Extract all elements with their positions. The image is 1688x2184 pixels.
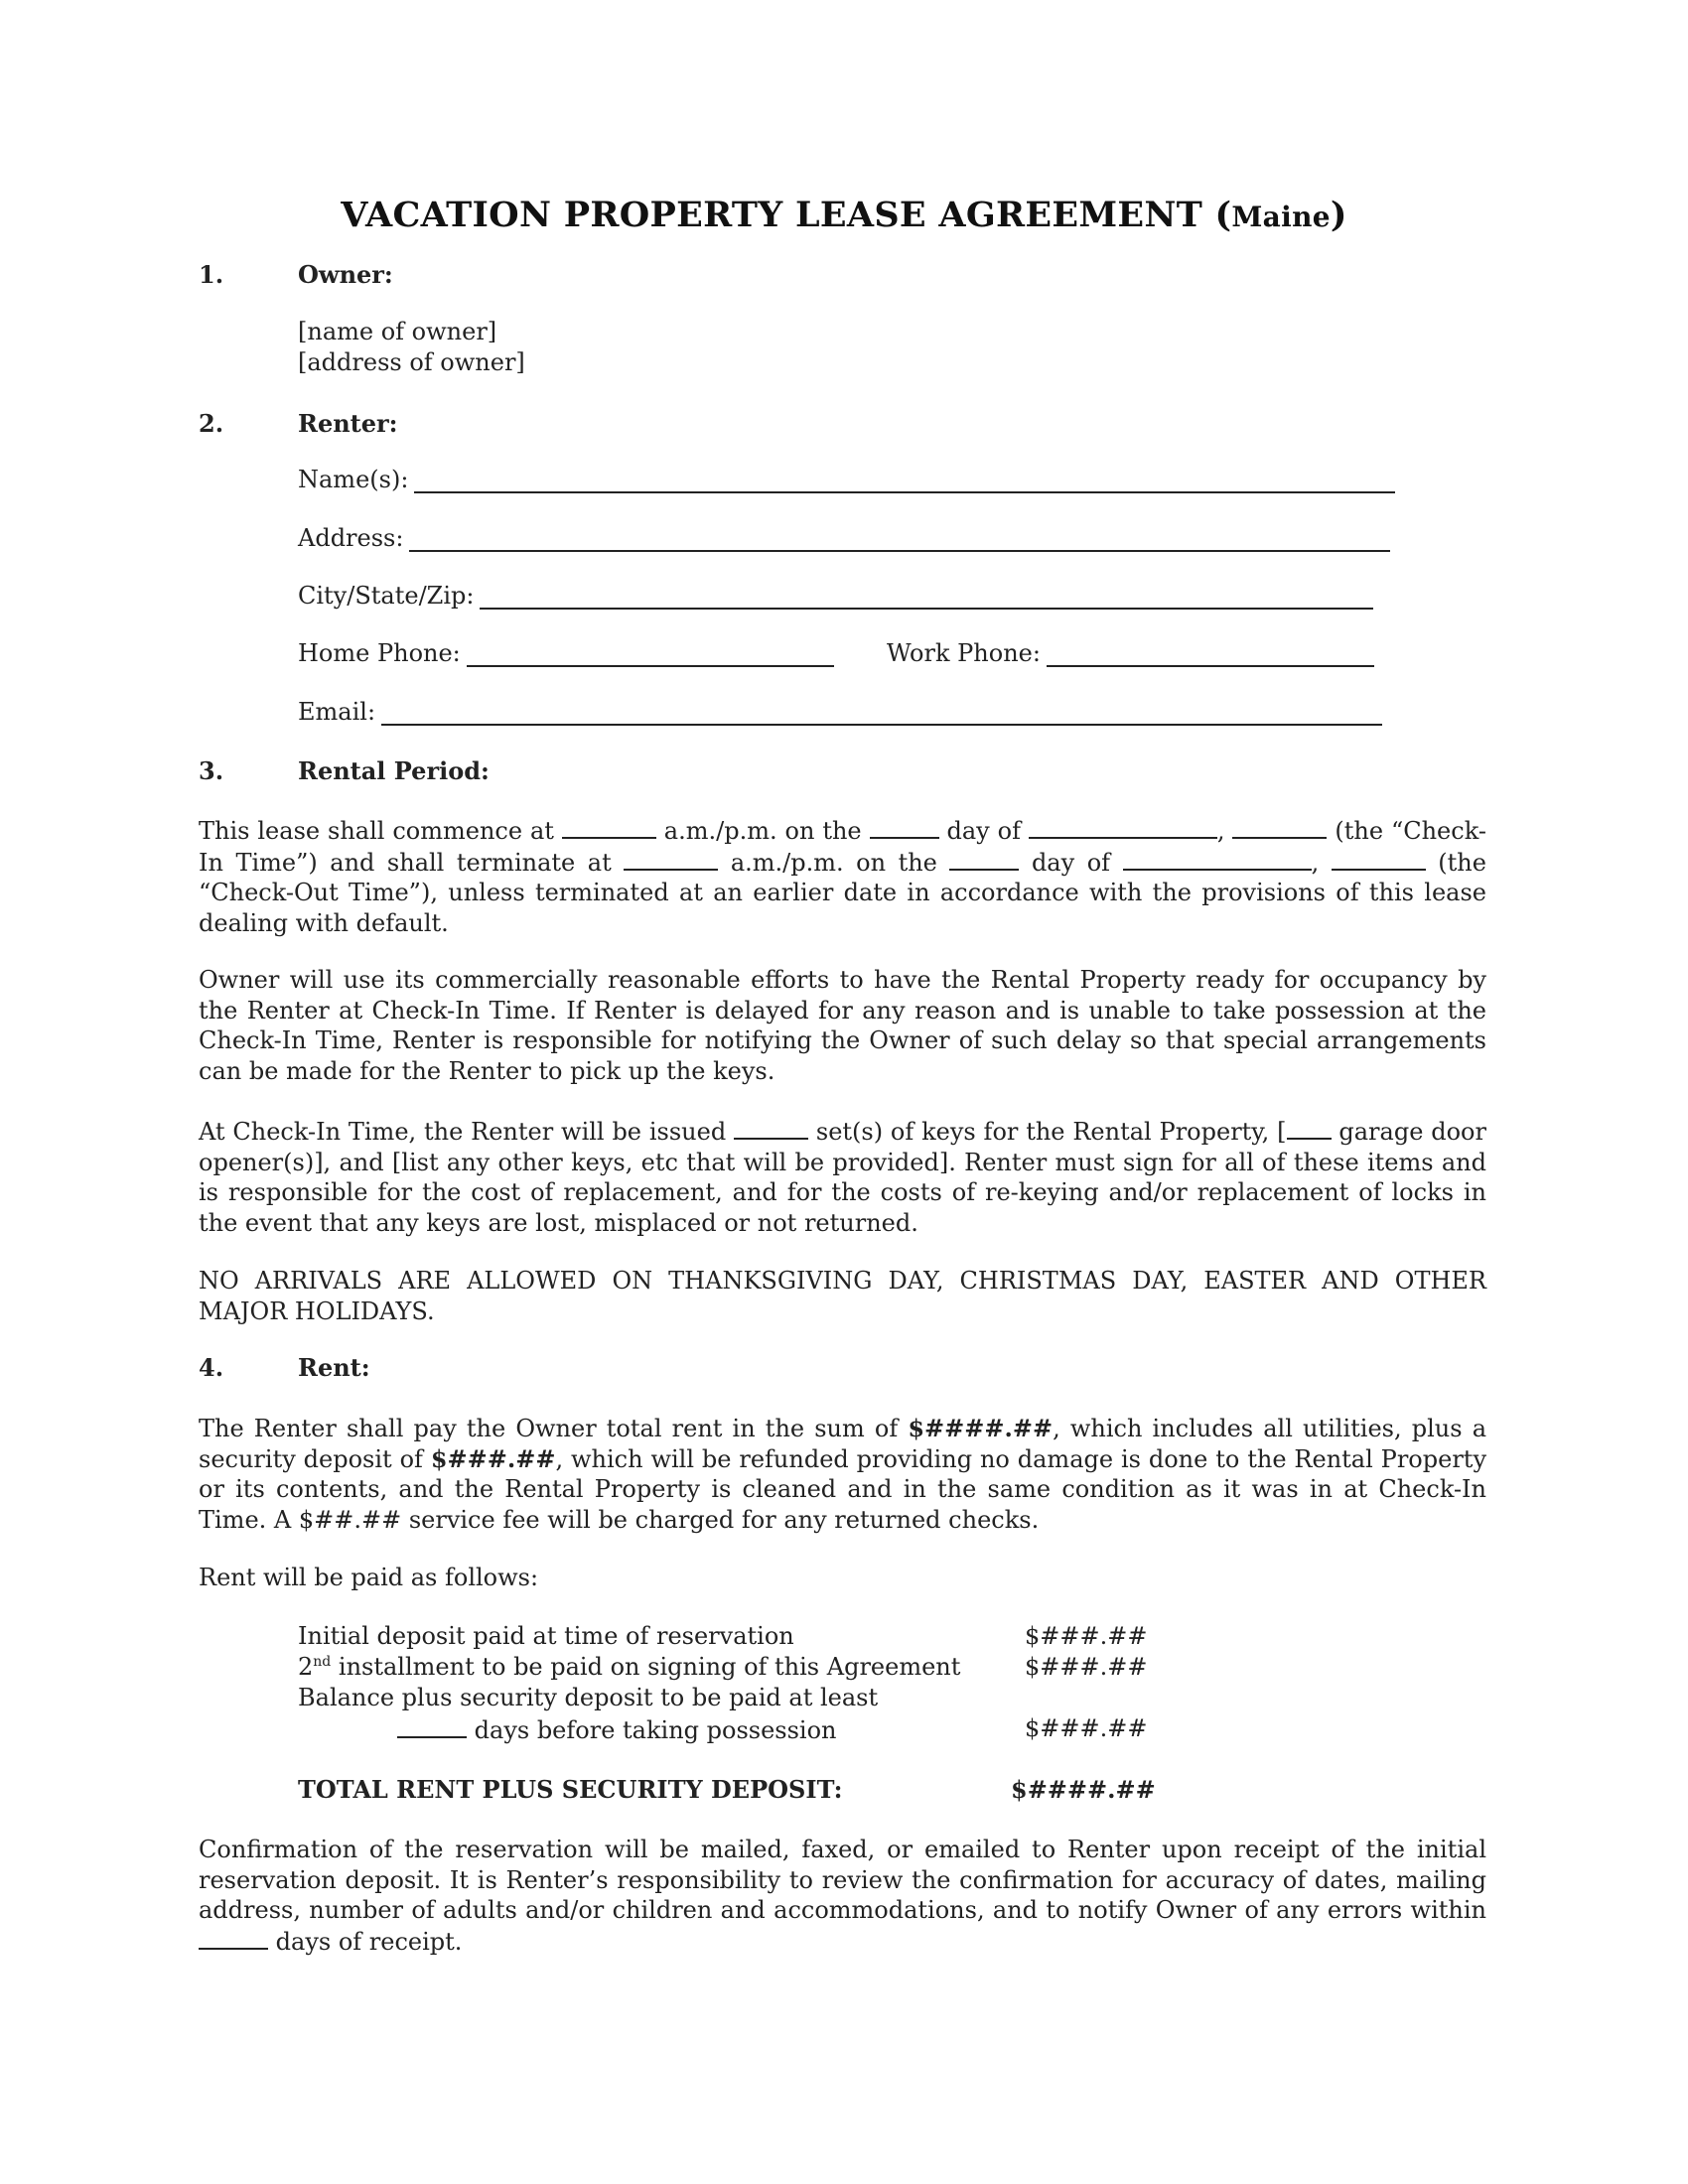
holiday-notice: NO ARRIVALS ARE ALLOWED ON THANKSGIVING DAY, CHRISTMAS DAY, EASTER AND OTHER MAJOR HOLIDAYS. — [199, 1267, 1486, 1325]
check-in-year-blank[interactable] — [1232, 815, 1327, 839]
email-label: Email: — [298, 698, 376, 726]
section-heading-renter: Renter: — [298, 409, 398, 438]
email-blank[interactable] — [381, 700, 1382, 726]
check-out-time-blank[interactable] — [624, 847, 718, 871]
title-state: Maine — [1231, 201, 1331, 233]
names-blank[interactable] — [414, 468, 1395, 493]
home-phone-label: Home Phone: — [298, 639, 461, 667]
address-blank[interactable] — [409, 526, 1390, 552]
section-number-1: 1. — [199, 260, 224, 289]
error-notice-days-blank[interactable] — [199, 1926, 268, 1950]
rent-paragraph: The Renter shall pay the Owner total rent in the sum of $####.##, which includes all utilities, plus a security deposit of $###.##, which will be refunded providing no damage is done to the Rental Property or its contents, and the Rental Property is cleaned and in the same condition as it was in at Check-In Time. A $##.## service fee will be charged for any returned checks. — [199, 1414, 1487, 1534]
occupancy-paragraph: Owner will use its commercially reasonable efforts to have the Rental Property ready for occupancy by the Renter at Check-In Time. If Renter is delayed for any reason and is unable to take possession at the Check-In Time, Renter is responsible for notifying the Owner of such delay so that special arrangements can be made for the Renter to pick up the keys. — [199, 966, 1486, 1085]
check-in-day-blank[interactable] — [870, 815, 939, 839]
security-deposit-amount: $###.## — [430, 1443, 556, 1473]
total-label: TOTAL RENT PLUS SECURITY DEPOSIT: — [298, 1775, 843, 1804]
check-out-month-blank[interactable] — [1123, 847, 1312, 871]
schedule-row-2-amount: $###.## — [1025, 1653, 1148, 1681]
schedule-row-1-amount: $###.## — [1025, 1622, 1148, 1650]
work-phone-blank[interactable] — [1047, 641, 1374, 667]
renter-work-phone-field[interactable] — [887, 639, 1374, 667]
rental-period-paragraph: This lease shall commence at a.m./p.m. on the day of , (the “Check-In Time”) and shall terminate at a.m./p.m. on the day of , (the “Check-Out Time”), unless terminated at an earlier date in accordance with the provisions of this lease dealing with default. — [199, 817, 1486, 937]
city-state-zip-blank[interactable] — [480, 584, 1373, 610]
city-state-zip-label: City/State/Zip: — [298, 582, 475, 610]
total-rent-amount: $####.## — [908, 1414, 1054, 1442]
check-in-time-blank[interactable] — [562, 815, 656, 839]
address-label: Address: — [298, 524, 404, 552]
document-title: VACATION PROPERTY LEASE AGREEMENT (Maine) — [341, 195, 1347, 235]
total-amount: $####.## — [1011, 1775, 1156, 1804]
work-phone-label: Work Phone: — [887, 639, 1041, 667]
check-in-month-blank[interactable] — [1029, 815, 1217, 839]
section-heading-owner: Owner: — [298, 260, 393, 289]
renter-home-phone-field[interactable] — [298, 639, 834, 667]
schedule-row-3-days: days before taking possession — [397, 1714, 837, 1744]
section-heading-rental-period: Rental Period: — [298, 756, 490, 785]
section-number-2: 2. — [199, 409, 224, 438]
renter-city-field[interactable] — [298, 582, 1373, 610]
section-number-3: 3. — [199, 756, 224, 785]
payment-intro: Rent will be paid as follows: — [199, 1564, 539, 1591]
check-out-day-blank[interactable] — [949, 847, 1019, 871]
renter-names-field[interactable] — [298, 466, 1395, 493]
names-label: Name(s): — [298, 466, 409, 493]
key-sets-blank[interactable] — [734, 1116, 808, 1140]
renter-address-field[interactable] — [298, 524, 1390, 552]
confirmation-paragraph: Confirmation of the reservation will be mailed, faxed, or emailed to Renter upon receipt of the initial reservation deposit. It is Renter’s responsibility to review the confirmation for accuracy of dates, mailing address, number of adults and/or children and accommodations, and to notify Owner of any errors within days of receipt. — [199, 1836, 1486, 1956]
owner-address: [address of owner] — [298, 348, 525, 376]
section-number-4: 4. — [199, 1353, 224, 1382]
schedule-row-2-label: 2nd installment to be paid on signing of this Agreement — [298, 1653, 961, 1681]
section-heading-rent: Rent: — [298, 1353, 370, 1382]
renter-email-field[interactable] — [298, 698, 1382, 726]
schedule-row-3-amount: $###.## — [1025, 1714, 1148, 1742]
keys-paragraph: At Check-In Time, the Renter will be issued set(s) of keys for the Rental Property, [ garage door opener(s)], and [list any other keys, etc that will be provided]. Renter must sign for all of these items and is responsible for the cost of replacement, and for the costs of re-keying and/or replacement of locks in the event that any keys are lost, misplaced or not returned. — [199, 1118, 1486, 1237]
schedule-row-1-label: Initial deposit paid at time of reservation — [298, 1622, 794, 1650]
owner-name: [name of owner] — [298, 318, 497, 345]
check-out-year-blank[interactable] — [1332, 847, 1426, 871]
garage-openers-blank[interactable] — [1287, 1116, 1332, 1140]
schedule-row-3-label: Balance plus security deposit to be paid at least — [298, 1684, 879, 1711]
days-before-possession-blank[interactable] — [397, 1714, 467, 1738]
home-phone-blank[interactable] — [467, 641, 834, 667]
